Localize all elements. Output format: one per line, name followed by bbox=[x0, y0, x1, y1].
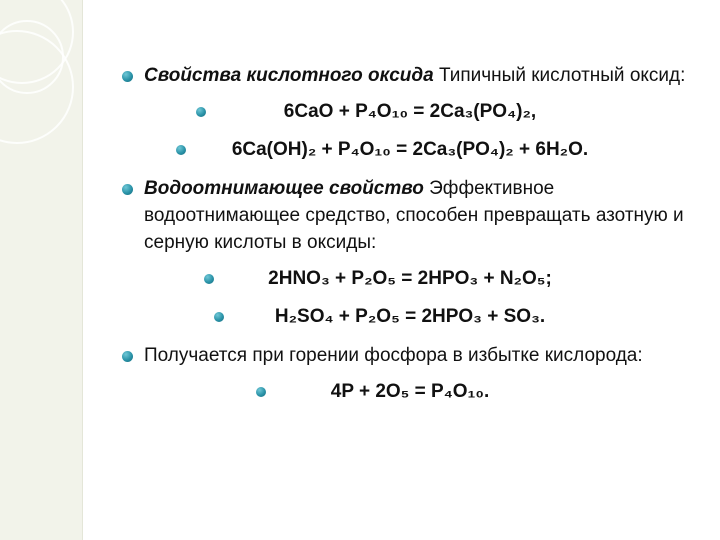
term-label: Водоотнимающее свойство bbox=[144, 178, 424, 199]
equation-text: 2HNO₃ + P₂O₅ = 2HPO₃ + N₂O₅; bbox=[268, 268, 552, 289]
paragraph-acid-oxide bbox=[120, 62, 700, 89]
paragraph-text: Типичный кислотный оксид: bbox=[433, 65, 686, 86]
slide-content bbox=[120, 62, 700, 417]
equation-item bbox=[120, 304, 700, 330]
bullet-icon bbox=[122, 184, 133, 195]
bullet-icon bbox=[122, 351, 133, 362]
decorative-sidebar bbox=[0, 0, 82, 540]
equation-item bbox=[120, 137, 700, 163]
equation-text: 6Ca(OH)₂ + P₄O₁₀ = 2Ca₃(PO₄)₂ + 6H₂O. bbox=[231, 139, 589, 160]
equation-text: 6CaO + P₄O₁₀ = 2Ca₃(PO₄)₂, bbox=[283, 101, 537, 122]
paragraph-text: Эффективное водоотнимающее средство, способен превращать азотную и серную кислоты в оксиды: bbox=[144, 178, 684, 253]
sidebar-divider bbox=[82, 0, 83, 540]
bullet-icon bbox=[214, 312, 224, 322]
equation-text: 4P + 2O₅ = P₄O₁₀. bbox=[330, 381, 490, 402]
bullet-icon bbox=[196, 107, 206, 117]
paragraph-text: Получается при горении фосфора в избытке кислорода: bbox=[144, 345, 643, 366]
bullet-icon bbox=[176, 145, 186, 155]
term-label: Свойства кислотного оксида bbox=[144, 65, 434, 86]
paragraph-production bbox=[120, 342, 700, 369]
equation-item bbox=[120, 266, 700, 292]
bullet-icon bbox=[122, 71, 133, 82]
paragraph-dehydrating bbox=[120, 175, 700, 256]
bullet-icon bbox=[256, 387, 266, 397]
equation-text: H₂SO₄ + P₂O₅ = 2HPO₃ + SO₃. bbox=[274, 306, 546, 327]
equation-item bbox=[120, 99, 700, 125]
bullet-icon bbox=[204, 274, 214, 284]
equation-item bbox=[120, 379, 700, 405]
